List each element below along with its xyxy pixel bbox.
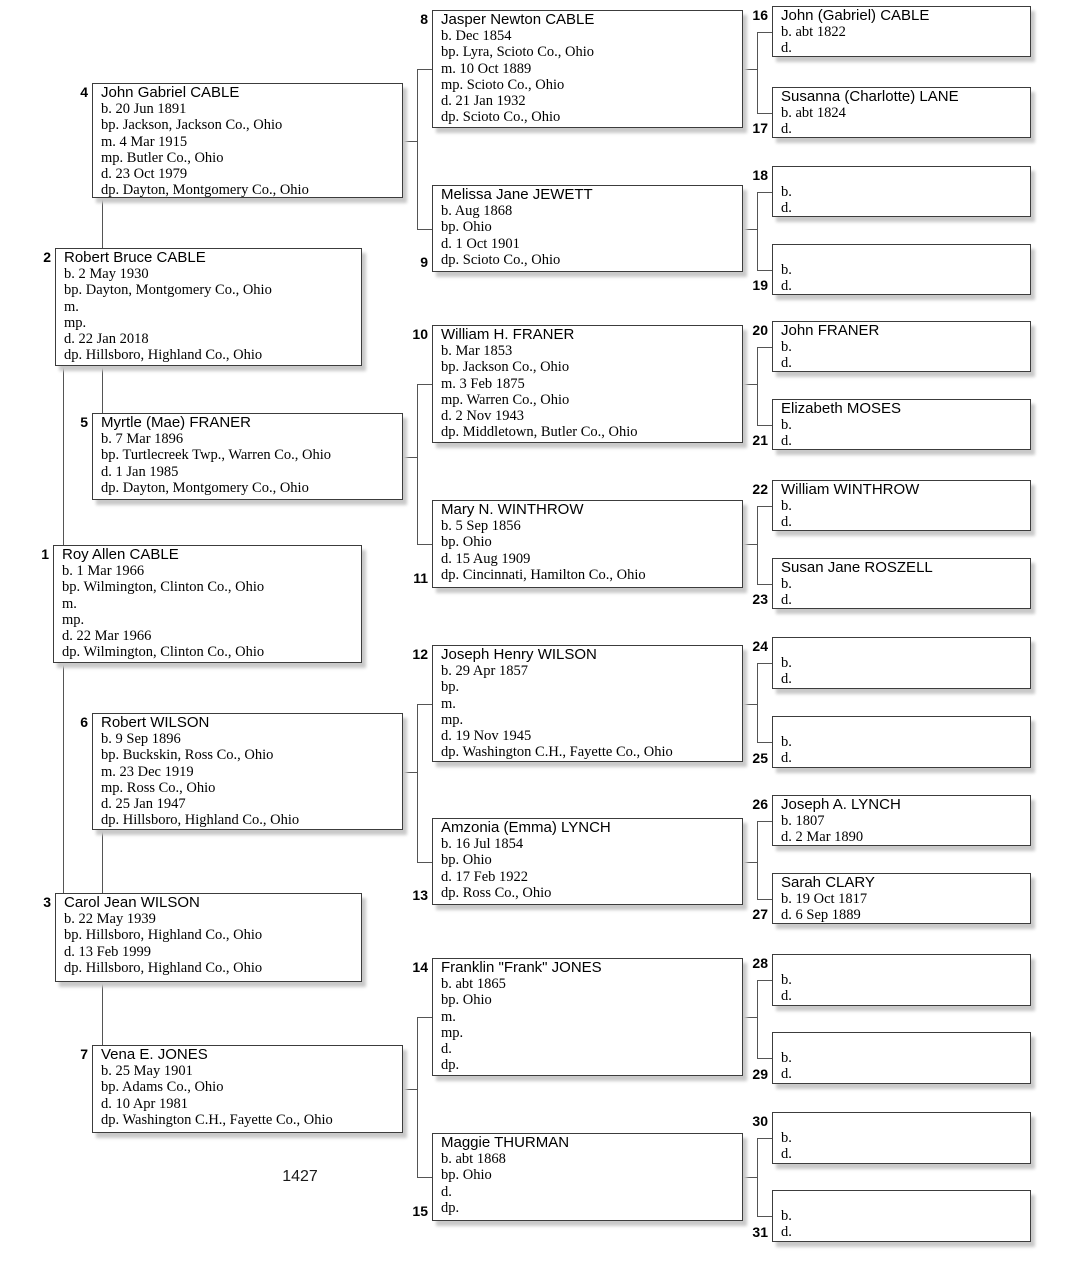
connector-line bbox=[102, 830, 103, 893]
person-box-28 bbox=[772, 954, 1031, 1006]
person-name bbox=[781, 246, 1026, 262]
person-box-13 bbox=[432, 818, 743, 905]
connector-line bbox=[757, 1058, 772, 1059]
person-number-21: 21 bbox=[752, 432, 768, 448]
person-detail: d. 25 Jan 1947 bbox=[101, 795, 186, 812]
person-detail: m. bbox=[64, 298, 79, 315]
person-box-10 bbox=[432, 325, 743, 443]
connector-line bbox=[757, 32, 772, 33]
person-box-15 bbox=[432, 1133, 743, 1221]
person-detail: m. 23 Dec 1919 bbox=[101, 763, 194, 780]
connector-line bbox=[757, 821, 758, 899]
person-detail: b. bbox=[781, 972, 792, 989]
person-box-17 bbox=[772, 87, 1031, 138]
person-detail: d. 17 Feb 1922 bbox=[441, 868, 528, 885]
connector-line bbox=[102, 982, 103, 1045]
person-detail: b. 9 Sep 1896 bbox=[101, 731, 181, 748]
connector-line bbox=[403, 141, 417, 142]
person-name: Susanna (Charlotte) LANE bbox=[781, 88, 959, 105]
person-detail: b. bbox=[781, 339, 792, 356]
person-number-7: 7 bbox=[80, 1046, 88, 1062]
person-name: Franklin "Frank" JONES bbox=[441, 959, 602, 976]
person-box-21 bbox=[772, 399, 1031, 450]
connector-line bbox=[417, 69, 432, 70]
person-name: John Gabriel CABLE bbox=[101, 84, 240, 101]
person-name: Robert Bruce CABLE bbox=[64, 249, 206, 266]
person-detail: mp. bbox=[441, 1024, 464, 1041]
person-detail: b. 1 Mar 1966 bbox=[62, 563, 145, 580]
person-detail: dp. Hillsboro, Highland Co., Ohio bbox=[64, 959, 263, 976]
person-detail: d. bbox=[781, 514, 792, 531]
person-detail: bp. Ohio bbox=[441, 852, 492, 869]
person-detail: d. 6 Sep 1889 bbox=[781, 907, 861, 924]
person-detail: dp. Washington C.H., Fayette Co., Ohio bbox=[441, 744, 673, 761]
person-detail: d. bbox=[781, 1146, 792, 1163]
person-number-10: 10 bbox=[412, 326, 428, 342]
person-number-1: 1 bbox=[41, 546, 49, 562]
person-number-14: 14 bbox=[412, 959, 428, 975]
person-detail: b. 7 Mar 1896 bbox=[101, 431, 184, 448]
person-number-27: 27 bbox=[752, 906, 768, 922]
person-detail: m. 4 Mar 1915 bbox=[101, 133, 188, 150]
person-box-1 bbox=[53, 545, 362, 663]
person-name: Amzonia (Emma) LYNCH bbox=[441, 819, 611, 836]
connector-line bbox=[417, 69, 418, 229]
person-number-30: 30 bbox=[752, 1113, 768, 1129]
person-detail: b. 2 May 1930 bbox=[64, 266, 149, 283]
person-box-30 bbox=[772, 1112, 1031, 1164]
person-detail: b. bbox=[781, 576, 792, 593]
person-detail: dp. bbox=[441, 1199, 460, 1216]
person-box-2 bbox=[55, 248, 362, 366]
person-detail: mp. Scioto Co., Ohio bbox=[441, 76, 565, 93]
person-number-12: 12 bbox=[412, 646, 428, 662]
person-box-6 bbox=[92, 713, 403, 830]
person-box-20 bbox=[772, 321, 1031, 372]
person-detail: dp. Hillsboro, Highland Co., Ohio bbox=[64, 347, 263, 364]
person-name: Melissa Jane JEWETT bbox=[441, 186, 593, 203]
person-detail: b. bbox=[781, 184, 792, 201]
person-number-17: 17 bbox=[752, 120, 768, 136]
person-detail: d. 1 Jan 1985 bbox=[101, 463, 179, 480]
connector-line bbox=[757, 192, 772, 193]
connector-line bbox=[757, 192, 758, 270]
person-detail: b. 5 Sep 1856 bbox=[441, 518, 521, 535]
person-name: Joseph Henry WILSON bbox=[441, 646, 597, 663]
person-detail: bp. Turtlecreek Twp., Warren Co., Ohio bbox=[101, 447, 332, 464]
person-detail: b. bbox=[781, 1130, 792, 1147]
person-detail: b. Aug 1868 bbox=[441, 203, 513, 220]
person-detail: d. bbox=[781, 278, 792, 295]
person-detail: bp. Jackson, Jackson Co., Ohio bbox=[101, 117, 283, 134]
person-name: Sarah CLARY bbox=[781, 874, 875, 891]
person-detail: bp. Lyra, Scioto Co., Ohio bbox=[441, 44, 595, 61]
person-number-29: 29 bbox=[752, 1066, 768, 1082]
person-detail: b. 19 Oct 1817 bbox=[781, 891, 868, 908]
person-detail: b. bbox=[781, 262, 792, 279]
person-detail: d. bbox=[781, 1066, 792, 1083]
person-detail: bp. Wilmington, Clinton Co., Ohio bbox=[62, 579, 265, 596]
person-detail: dp. Wilmington, Clinton Co., Ohio bbox=[62, 644, 265, 661]
person-detail: dp. Cincinnati, Hamilton Co., Ohio bbox=[441, 566, 646, 583]
connector-line bbox=[757, 347, 758, 425]
person-detail: d. 22 Jan 2018 bbox=[64, 330, 149, 347]
person-name: Myrtle (Mae) FRANER bbox=[101, 414, 252, 431]
connector-line bbox=[757, 113, 772, 114]
person-detail: bp. Ohio bbox=[441, 534, 492, 551]
person-detail: d. 13 Feb 1999 bbox=[64, 943, 151, 960]
person-name bbox=[781, 168, 1026, 184]
person-box-8 bbox=[432, 10, 743, 128]
person-detail: d. bbox=[781, 750, 792, 767]
connector-line bbox=[757, 1138, 772, 1139]
person-detail: b. bbox=[781, 655, 792, 672]
person-name bbox=[781, 1034, 1026, 1050]
person-detail: b. 25 May 1901 bbox=[101, 1063, 193, 1080]
person-detail: b. Mar 1853 bbox=[441, 343, 513, 360]
person-number-28: 28 bbox=[752, 955, 768, 971]
person-number-3: 3 bbox=[43, 894, 51, 910]
person-detail: dp. bbox=[441, 1057, 460, 1074]
person-detail: b. abt 1822 bbox=[781, 24, 846, 41]
person-detail: bp. Jackson Co., Ohio bbox=[441, 359, 570, 376]
person-detail: mp. bbox=[62, 611, 85, 628]
person-box-22 bbox=[772, 480, 1031, 531]
person-detail: m. 3 Feb 1875 bbox=[441, 375, 525, 392]
person-detail: b. 22 May 1939 bbox=[64, 911, 156, 928]
person-detail: dp. Dayton, Montgomery Co., Ohio bbox=[101, 182, 309, 198]
person-detail: b. 16 Jul 1854 bbox=[441, 836, 524, 853]
person-box-4 bbox=[92, 83, 403, 198]
person-box-25 bbox=[772, 716, 1031, 768]
connector-line bbox=[757, 899, 772, 900]
person-detail: d. bbox=[781, 988, 792, 1005]
person-number-23: 23 bbox=[752, 591, 768, 607]
person-box-14 bbox=[432, 958, 743, 1076]
connector-line bbox=[757, 270, 772, 271]
person-detail: m. 10 Oct 1889 bbox=[441, 60, 532, 77]
person-detail: d. 15 Aug 1909 bbox=[441, 550, 531, 567]
connector-line bbox=[102, 366, 103, 413]
person-box-5 bbox=[92, 413, 403, 500]
person-name: Elizabeth MOSES bbox=[781, 400, 902, 417]
person-detail: m. bbox=[441, 1008, 456, 1025]
connector-line bbox=[403, 1089, 417, 1090]
person-number-11: 11 bbox=[413, 570, 428, 586]
person-detail: b. 20 Jun 1891 bbox=[101, 101, 187, 118]
person-detail: d. 2 Mar 1890 bbox=[781, 829, 864, 846]
person-detail: mp. bbox=[441, 711, 464, 728]
person-number-20: 20 bbox=[752, 322, 768, 338]
person-name bbox=[781, 1114, 1026, 1130]
person-detail: m. bbox=[62, 595, 77, 612]
person-name bbox=[781, 639, 1026, 655]
person-number-15: 15 bbox=[412, 1203, 428, 1219]
person-box-27 bbox=[772, 873, 1031, 924]
person-detail: mp. bbox=[64, 314, 87, 331]
person-box-19 bbox=[772, 244, 1031, 295]
person-detail: d. 22 Mar 1966 bbox=[62, 627, 152, 644]
person-detail: d. bbox=[781, 121, 792, 138]
connector-line bbox=[743, 704, 757, 705]
connector-line bbox=[417, 1017, 418, 1177]
person-name: William WINTHROW bbox=[781, 481, 920, 498]
connector-line bbox=[757, 1138, 758, 1216]
person-name: John (Gabriel) CABLE bbox=[781, 7, 930, 24]
person-name: William H. FRANER bbox=[441, 326, 575, 343]
person-number-25: 25 bbox=[752, 750, 768, 766]
person-number-8: 8 bbox=[420, 11, 428, 27]
connector-line bbox=[417, 704, 418, 862]
connector-line bbox=[757, 663, 772, 664]
person-number-2: 2 bbox=[43, 249, 51, 265]
person-name: Vena E. JONES bbox=[101, 1046, 208, 1063]
person-number-16: 16 bbox=[752, 7, 768, 23]
person-detail: b. 1807 bbox=[781, 813, 825, 830]
person-detail: d. 19 Nov 1945 bbox=[441, 727, 532, 744]
person-detail: b. bbox=[781, 498, 792, 515]
person-box-9 bbox=[432, 185, 743, 272]
person-detail: b. 29 Apr 1857 bbox=[441, 663, 528, 680]
person-detail: d. 10 Apr 1981 bbox=[101, 1095, 188, 1112]
person-detail: d. 2 Nov 1943 bbox=[441, 407, 524, 424]
person-detail: b. abt 1868 bbox=[441, 1151, 506, 1168]
connector-line bbox=[757, 584, 772, 585]
person-detail: dp. Dayton, Montgomery Co., Ohio bbox=[101, 479, 309, 496]
person-detail: b. Dec 1854 bbox=[441, 28, 512, 45]
person-name: Susan Jane ROSZELL bbox=[781, 559, 933, 576]
connector-line bbox=[417, 544, 432, 545]
person-detail: bp. Ohio bbox=[441, 992, 492, 1009]
person-detail: b. bbox=[781, 734, 792, 751]
person-detail: bp. bbox=[441, 679, 460, 696]
person-detail: b. abt 1865 bbox=[441, 976, 506, 993]
connector-line bbox=[757, 742, 772, 743]
person-detail: m. bbox=[441, 695, 456, 712]
person-detail: dp. Scioto Co., Ohio bbox=[441, 251, 561, 268]
person-detail: b. bbox=[781, 1208, 792, 1225]
person-detail: dp. Ross Co., Ohio bbox=[441, 884, 552, 901]
person-detail: bp. Dayton, Montgomery Co., Ohio bbox=[64, 282, 272, 299]
person-detail: b. abt 1824 bbox=[781, 105, 846, 122]
person-name bbox=[781, 718, 1026, 734]
connector-line bbox=[743, 1177, 757, 1178]
person-box-16 bbox=[772, 6, 1031, 57]
person-number-6: 6 bbox=[80, 714, 88, 730]
person-detail: d. bbox=[781, 671, 792, 688]
person-detail: b. bbox=[781, 1050, 792, 1067]
person-number-5: 5 bbox=[80, 414, 88, 430]
person-detail: dp. Scioto Co., Ohio bbox=[441, 109, 561, 126]
person-detail: mp. Ross Co., Ohio bbox=[101, 779, 216, 796]
person-name: Robert WILSON bbox=[101, 714, 210, 731]
connector-line bbox=[417, 1017, 432, 1018]
person-detail: bp. Adams Co., Ohio bbox=[101, 1079, 224, 1096]
person-detail: bp. Ohio bbox=[441, 1167, 492, 1184]
person-detail: mp. Butler Co., Ohio bbox=[101, 149, 224, 166]
person-name bbox=[781, 1192, 1026, 1208]
person-box-29 bbox=[772, 1032, 1031, 1084]
connector-line bbox=[757, 980, 772, 981]
page-number: 1427 bbox=[282, 1168, 318, 1185]
person-detail: d. 21 Jan 1932 bbox=[441, 92, 526, 109]
connector-line bbox=[63, 663, 64, 893]
person-box-3 bbox=[55, 893, 362, 982]
person-box-7 bbox=[92, 1045, 403, 1133]
person-detail: dp. Hillsboro, Highland Co., Ohio bbox=[101, 812, 300, 829]
person-number-18: 18 bbox=[752, 167, 768, 183]
connector-line bbox=[417, 384, 432, 385]
person-detail: dp. Middletown, Butler Co., Ohio bbox=[441, 424, 638, 441]
person-detail: d. 1 Oct 1901 bbox=[441, 235, 520, 252]
person-name: Roy Allen CABLE bbox=[62, 546, 179, 563]
person-name bbox=[781, 956, 1026, 972]
connector-line bbox=[757, 506, 772, 507]
person-detail: d. bbox=[781, 200, 792, 217]
connector-line bbox=[757, 32, 758, 113]
person-detail: b. bbox=[781, 417, 792, 434]
person-number-9: 9 bbox=[420, 254, 428, 270]
person-box-31 bbox=[772, 1190, 1031, 1242]
person-box-26 bbox=[772, 795, 1031, 846]
person-detail: bp. Buckskin, Ross Co., Ohio bbox=[101, 747, 274, 764]
person-name: John FRANER bbox=[781, 322, 880, 339]
person-number-22: 22 bbox=[752, 481, 768, 497]
person-detail: mp. Warren Co., Ohio bbox=[441, 391, 570, 408]
person-number-13: 13 bbox=[412, 887, 428, 903]
person-detail: d. bbox=[441, 1040, 452, 1057]
connector-line bbox=[743, 1017, 757, 1018]
person-number-24: 24 bbox=[752, 638, 768, 654]
connector-line bbox=[417, 229, 432, 230]
connector-line bbox=[403, 457, 417, 458]
connector-line bbox=[743, 229, 757, 230]
person-name: Mary N. WINTHROW bbox=[441, 501, 584, 518]
connector-line bbox=[757, 1216, 772, 1217]
person-detail: d. bbox=[781, 40, 792, 57]
person-box-18 bbox=[772, 166, 1031, 217]
connector-line bbox=[743, 69, 757, 70]
person-name: Jasper Newton CABLE bbox=[441, 11, 595, 28]
person-detail: dp. Washington C.H., Fayette Co., Ohio bbox=[101, 1111, 333, 1128]
person-name: Maggie THURMAN bbox=[441, 1134, 570, 1151]
connector-line bbox=[743, 384, 757, 385]
person-box-11 bbox=[432, 500, 743, 588]
person-number-4: 4 bbox=[80, 84, 88, 100]
person-detail: d. bbox=[781, 433, 792, 450]
connector-line bbox=[757, 425, 772, 426]
person-detail: d. bbox=[441, 1183, 452, 1200]
person-box-24 bbox=[772, 637, 1031, 689]
connector-line bbox=[757, 821, 772, 822]
person-detail: d. 23 Oct 1979 bbox=[101, 165, 188, 182]
connector-line bbox=[417, 384, 418, 544]
person-detail: bp. Hillsboro, Highland Co., Ohio bbox=[64, 927, 263, 944]
connector-line bbox=[417, 862, 432, 863]
connector-line bbox=[757, 347, 772, 348]
connector-line bbox=[417, 1177, 432, 1178]
connector-line bbox=[757, 980, 758, 1058]
connector-line bbox=[102, 198, 103, 248]
person-name: Carol Jean WILSON bbox=[64, 894, 200, 911]
person-number-19: 19 bbox=[752, 277, 768, 293]
person-detail: bp. Ohio bbox=[441, 219, 492, 236]
connector-line bbox=[63, 366, 64, 545]
connector-line bbox=[417, 704, 432, 705]
connector-line bbox=[757, 663, 758, 742]
connector-line bbox=[743, 544, 757, 545]
person-detail: d. bbox=[781, 355, 792, 372]
person-detail: d. bbox=[781, 592, 792, 609]
person-number-31: 31 bbox=[752, 1224, 768, 1240]
connector-line bbox=[403, 772, 417, 773]
person-name: Joseph A. LYNCH bbox=[781, 796, 901, 813]
person-number-26: 26 bbox=[752, 796, 768, 812]
connector-line bbox=[743, 862, 757, 863]
connector-line bbox=[757, 506, 758, 584]
person-box-23 bbox=[772, 558, 1031, 609]
person-box-12 bbox=[432, 645, 743, 762]
person-detail: d. bbox=[781, 1224, 792, 1241]
